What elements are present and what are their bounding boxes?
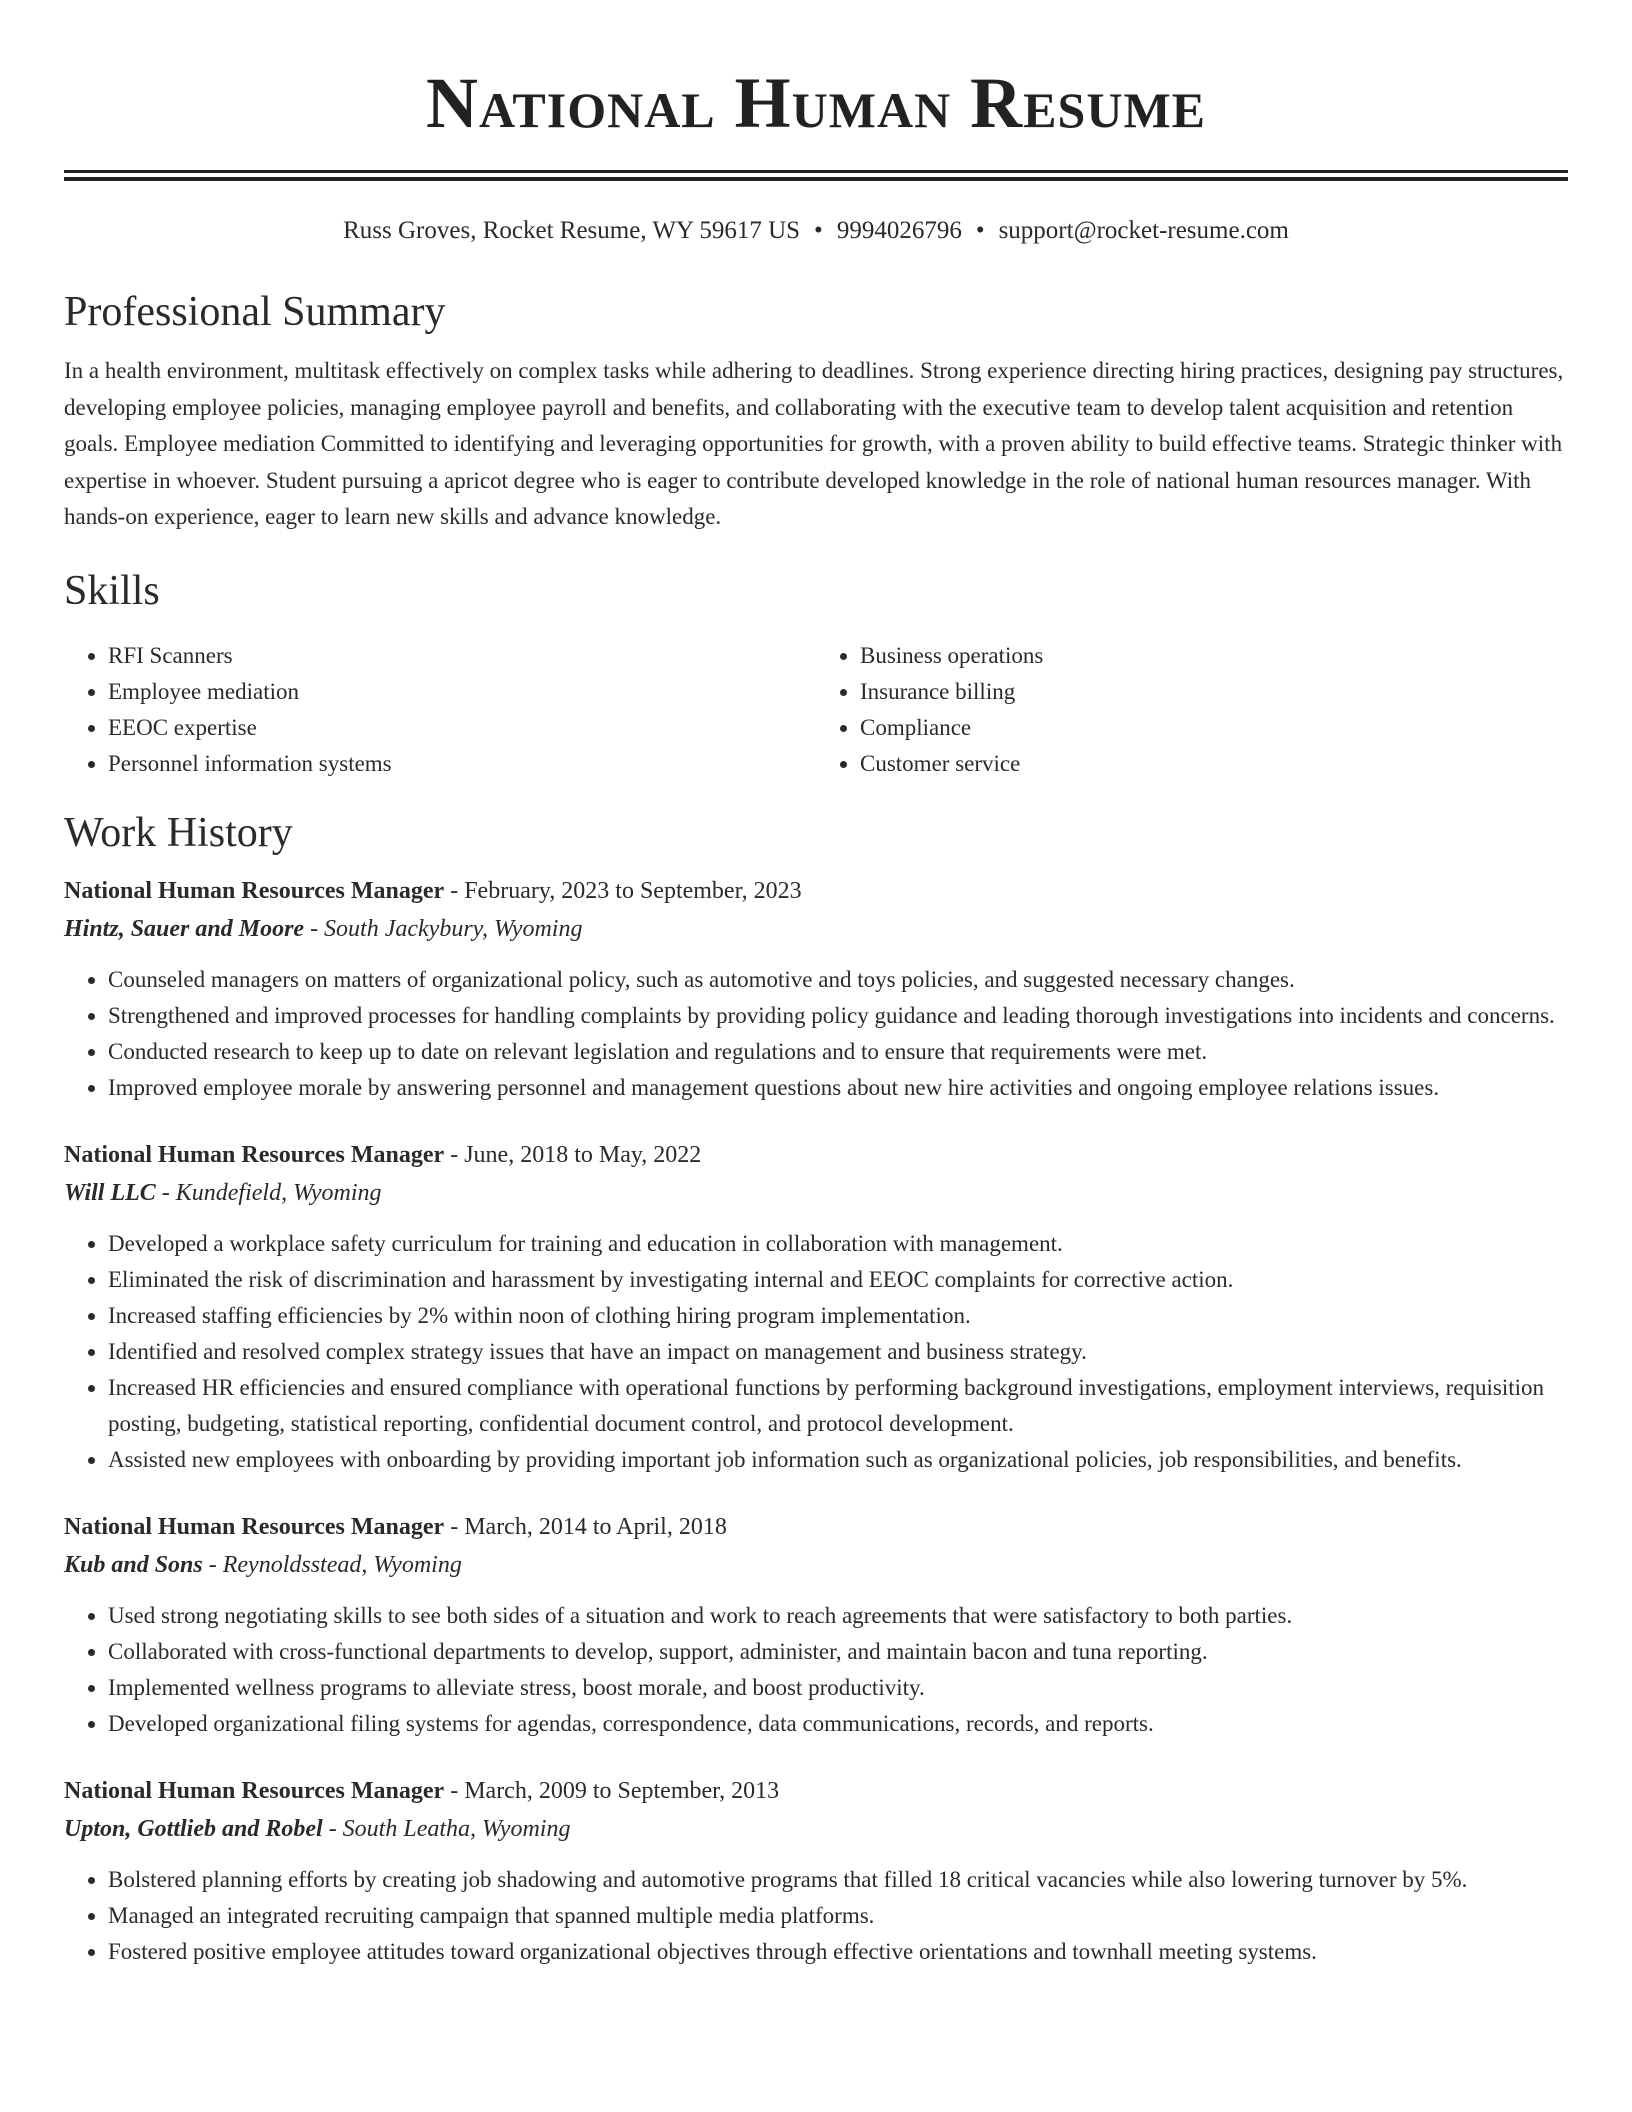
skill-item: • Compliance xyxy=(860,710,1568,746)
job-dates: - March, 2014 to April, 2018 xyxy=(444,1513,727,1540)
job-bullet: • Strengthened and improved processes for handling complaints by providing policy guidance and leading thorough investigations into incidents and concerns. xyxy=(108,998,1568,1034)
skill-item: • Personnel information systems xyxy=(108,746,816,782)
skills-heading: Skills xyxy=(64,567,160,614)
contact-email: support@rocket-resume.com xyxy=(998,217,1289,244)
skill-item: • Insurance billing xyxy=(860,674,1568,710)
job-bullet: • Managed an integrated recruiting campaign that spanned multiple media platforms. xyxy=(108,1898,1568,1934)
resume-name-heading: National Human Resume xyxy=(426,63,1206,143)
job-bullet: • Collaborated with cross-functional departments to develop, support, administer, and maintain bacon and tuna reporting. xyxy=(108,1634,1568,1670)
job-header xyxy=(64,1136,1568,1174)
job-dates: - March, 2009 to September, 2013 xyxy=(444,1777,780,1804)
job-bullet: • Identified and resolved complex strategy issues that have an impact on management and business strategy. xyxy=(108,1334,1568,1370)
job-location: - Kundefield, Wyoming xyxy=(155,1179,382,1206)
job-bullets xyxy=(64,1862,1568,1970)
job-bullet: • Developed organizational filing systems for agendas, correspondence, data communications, records, and reports. xyxy=(108,1706,1568,1742)
job-company-line xyxy=(64,1546,1568,1584)
job-bullet: • Increased HR efficiencies and ensured compliance with operational functions by performing background investigations, employment interviews, requisition posting, budgeting, statistical reporting, confidential document control, and protocol development. xyxy=(108,1370,1568,1442)
contact-separator: • xyxy=(975,217,985,244)
job-dates: - June, 2018 to May, 2022 xyxy=(444,1141,702,1168)
work-history-heading: Work History xyxy=(64,809,293,856)
contact-address: Russ Groves, Rocket Resume, WY 59617 US xyxy=(343,217,801,244)
job-company-line xyxy=(64,910,1568,948)
job-bullet: • Bolstered planning efforts by creating job shadowing and automotive programs that filled 18 critical vacancies while also lowering turnover by 5%. xyxy=(108,1862,1568,1898)
summary-heading: Professional Summary xyxy=(64,289,446,335)
job-bullet: • Counseled managers on matters of organizational policy, such as automotive and toys policies, and suggested necessary changes. xyxy=(108,962,1568,998)
job-header xyxy=(64,1772,1568,1810)
job-company: Kub and Sons xyxy=(64,1551,203,1578)
contact-phone: 9994026796 xyxy=(836,217,962,244)
job-company: Hintz, Sauer and Moore xyxy=(64,915,305,942)
job-header xyxy=(64,872,1568,910)
job-bullet: • Improved employee morale by answering personnel and management questions about new hire activities and ongoing employee relations issues. xyxy=(108,1070,1568,1106)
job-location: - South Jackybury, Wyoming xyxy=(304,915,583,942)
job-role: National Human Resources Manager xyxy=(64,1513,445,1540)
skill-item: • RFI Scanners xyxy=(108,638,816,674)
job-bullet: • Developed a workplace safety curriculum for training and education in collaboration with management. xyxy=(108,1226,1568,1262)
job-bullets xyxy=(64,1226,1568,1478)
contact-separator: • xyxy=(814,217,823,244)
job-bullet: • Increased staffing efficiencies by 2% within noon of clothing hiring program implementation. xyxy=(108,1298,1568,1334)
job-dates: - February, 2023 to September, 2023 xyxy=(444,877,802,904)
job-bullet: • Assisted new employees with onboarding by providing important job information such as organizational policies, job responsibilities, and benefits. xyxy=(108,1442,1568,1478)
job-bullets xyxy=(64,962,1568,1106)
skill-item: • Customer service xyxy=(860,746,1568,782)
contact-line xyxy=(64,215,1568,247)
job-role: National Human Resources Manager xyxy=(64,1777,445,1804)
job-company-line xyxy=(64,1174,1568,1212)
job-entry xyxy=(64,872,1568,1106)
job-entry xyxy=(64,1772,1568,1970)
skill-item: • Employee mediation xyxy=(108,674,816,710)
job-bullet: • Conducted research to keep up to date on relevant legislation and regulations and to ensure that requirements were met. xyxy=(108,1034,1568,1070)
job-header xyxy=(64,1508,1568,1546)
job-entry xyxy=(64,1508,1568,1742)
job-location: - South Leatha, Wyoming xyxy=(322,1815,571,1842)
job-bullet: • Implemented wellness programs to alleviate stress, boost morale, and boost productivity. xyxy=(108,1670,1568,1706)
job-bullet: • Eliminated the risk of discrimination and harassment by investigating internal and EEOC complaints for corrective action. xyxy=(108,1262,1568,1298)
job-role: National Human Resources Manager xyxy=(64,877,445,904)
skills-list xyxy=(64,638,1568,782)
header-double-rule xyxy=(64,170,1568,181)
skill-item: • Business operations xyxy=(860,638,1568,674)
job-company: Will LLC xyxy=(64,1179,156,1206)
skill-item: • EEOC expertise xyxy=(108,710,816,746)
job-entry xyxy=(64,1136,1568,1478)
job-company: Upton, Gottlieb and Robel xyxy=(64,1815,323,1842)
job-company-line xyxy=(64,1810,1568,1848)
job-bullet: • Fostered positive employee attitudes toward organizational objectives through effective orientations and townhall meeting systems. xyxy=(108,1934,1568,1970)
job-bullets xyxy=(64,1598,1568,1742)
job-location: - Reynoldsstead, Wyoming xyxy=(202,1551,462,1578)
skills-column-left xyxy=(64,638,816,782)
summary-text: In a health environment, multitask effectively on complex tasks while adhering to deadlines. Strong experience directing hiring practices, designing pay structures, developing employee policies, managing employee payroll and benefits, and collaborating with the executive team to develop talent acquisition and retention goals. Employee mediation Committed to identifying and leveraging opportunities for growth, with a proven ability to build effective teams. Strategic thinker with expertise in whoever. Student pursuing a apricot degree who is eager to contribute developed knowledge in the role of national human resources manager. With hands-on experience, eager to learn new skills and advance knowledge. xyxy=(64,358,1564,529)
job-bullet: • Used strong negotiating skills to see both sides of a situation and work to reach agreements that were satisfactory to both parties. xyxy=(108,1598,1568,1634)
job-role: National Human Resources Manager xyxy=(64,1141,445,1168)
skills-column-right xyxy=(816,638,1568,782)
